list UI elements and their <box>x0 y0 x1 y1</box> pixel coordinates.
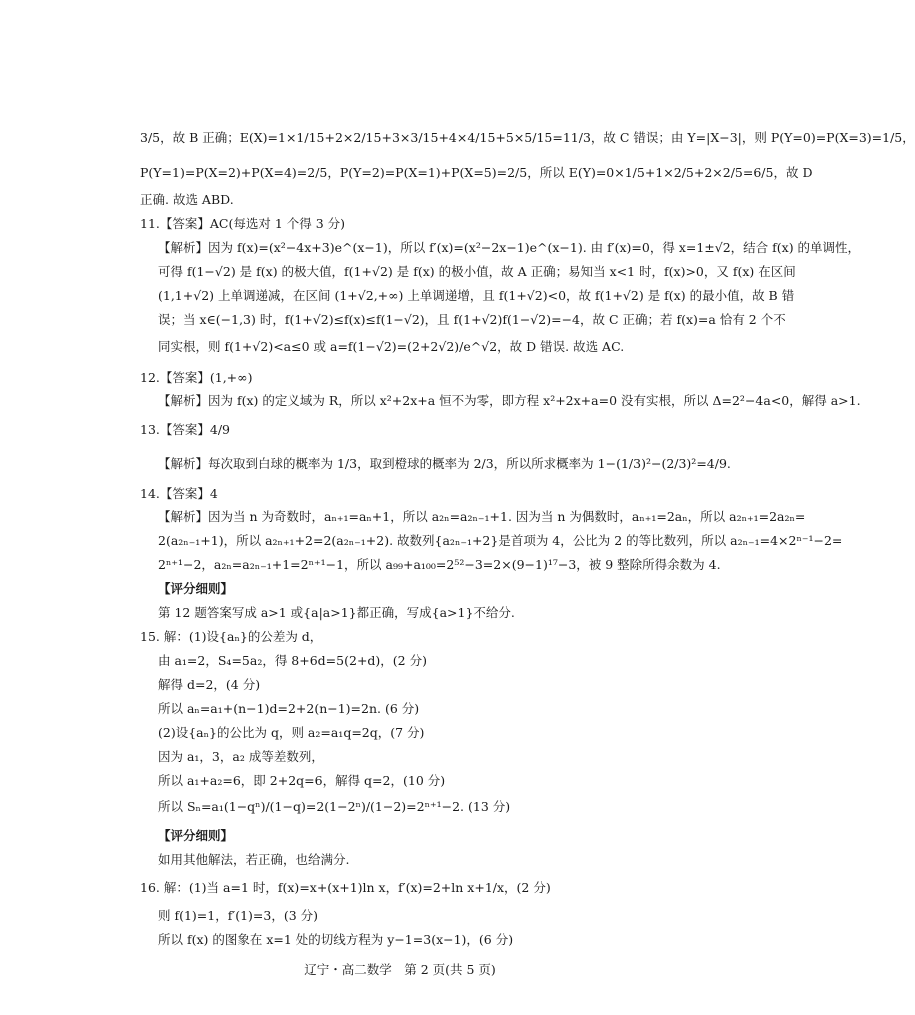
text-line: 所以 f(x) 的图象在 x=1 处的切线方程为 y−1=3(x−1)，(6 分) <box>158 932 514 947</box>
section-heading: 【评分细则】 <box>158 828 234 843</box>
text-line: P(Y=1)=P(X=2)+P(X=4)=2/5，P(Y=2)=P(X=1)+P(X=5)=2/5，所以 E(Y)=0×1/5+1×2/5+2×2/5=6/5，故 D <box>140 165 813 180</box>
text-line: 2(a₂ₙ₋₁+1)，所以 a₂ₙ₊₁+2=2(a₂ₙ₋₁+2). 故数列{a₂ₙ₋₁+2}是首项为 4，公比为 2 的等比数列，所以 a₂ₙ₋₁=4×2ⁿ⁻¹−2= <box>158 533 843 548</box>
text-line: 由 a₁=2，S₄=5a₂，得 8+6d=5(2+d)，(2 分) <box>158 653 427 668</box>
text-line: 14.【答案】4 <box>140 486 218 501</box>
text-line: 3/5，故 B 正确；E(X)=1×1/15+2×2/15+3×3/15+4×4/15+5×5/15=11/3，故 C 错误；由 Y=|X−3|，则 P(Y=0)=P(X=3)=1/5， <box>140 130 915 145</box>
text-line: 【解析】因为当 n 为奇数时，aₙ₊₁=aₙ+1，所以 a₂ₙ=a₂ₙ₋₁+1. 因为当 n 为偶数时，aₙ₊₁=2aₙ，所以 a₂ₙ₊₁=2a₂ₙ= <box>158 509 806 524</box>
text-line: 所以 a₁+a₂=6，即 2+2q=6，解得 q=2，(10 分) <box>158 773 446 788</box>
text-line: 11.【答案】AC(每选对 1 个得 3 分) <box>140 216 346 231</box>
text-line: 15. 解：(1)设{aₙ}的公差为 d， <box>140 629 323 644</box>
text-line: 可得 f(1−√2) 是 f(x) 的极大值，f(1+√2) 是 f(x) 的极小值，故 A 正确；易知当 x<1 时，f(x)>0，又 f(x) 在区间 <box>158 264 796 279</box>
text-line: 同实根，则 f(1+√2)<a≤0 或 a=f(1−√2)=(2+2√2)/e^√2，故 D 错误. 故选 AC. <box>158 339 625 354</box>
text-line: 因为 a₁，3，a₂ 成等差数列， <box>158 749 324 764</box>
text-line: 13.【答案】4/9 <box>140 422 230 437</box>
text-line: 12.【答案】(1,+∞) <box>140 370 253 385</box>
text-line: 所以 Sₙ=a₁(1−qⁿ)/(1−q)=2(1−2ⁿ)/(1−2)=2ⁿ⁺¹−2. (13 分) <box>158 799 511 814</box>
text-line: 16. 解：(1)当 a=1 时，f(x)=x+(x+1)ln x，f′(x)=2+ln x+1/x，(2 分) <box>140 880 551 895</box>
text-line: 【解析】因为 f(x) 的定义域为 R，所以 x²+2x+a 恒不为零，即方程 x²+2x+a=0 没有实根，所以 Δ=2²−4a<0，解得 a>1. <box>158 393 861 408</box>
text-line: 如用其他解法，若正确，也给满分. <box>158 852 350 867</box>
text-line: 正确. 故选 ABD. <box>140 192 234 207</box>
text-line: 所以 aₙ=a₁+(n−1)d=2+2(n−1)=2n. (6 分) <box>158 701 420 716</box>
text-line: (2)设{aₙ}的公比为 q，则 a₂=a₁q=2q，(7 分) <box>158 725 425 740</box>
text-line: 【解析】每次取到白球的概率为 1/3，取到橙球的概率为 2/3，所以所求概率为 1−(1/3)²−(2/3)²=4/9. <box>158 456 731 471</box>
text-line: 解得 d=2，(4 分) <box>158 677 261 692</box>
text-line: 【解析】因为 f(x)=(x²−4x+3)e^(x−1)，所以 f′(x)=(x²−2x−1)e^(x−1). 由 f′(x)=0，得 x=1±√2，结合 f(x) 的单调性， <box>158 240 861 255</box>
text-line: 则 f(1)=1，f′(1)=3，(3 分) <box>158 908 319 923</box>
text-line: 误；当 x∈(−1,3) 时，f(1+√2)≤f(x)≤f(1−√2)，且 f(1+√2)f(1−√2)=−4，故 C 正确；若 f(x)=a 恰有 2 个不 <box>158 312 786 327</box>
text-line: 第 12 题答案写成 a>1 或{a|a>1}都正确，写成{a>1}不给分. <box>158 605 515 620</box>
text-line: 2ⁿ⁺¹−2，a₂ₙ=a₂ₙ₋₁+1=2ⁿ⁺¹−1，所以 a₉₉+a₁₀₀=2⁵²−3=2×(9−1)¹⁷−3，被 9 整除所得余数为 4. <box>158 557 721 572</box>
section-heading: 【评分细则】 <box>158 581 234 596</box>
page-footer: 辽宁・高二数学 第 2 页(共 5 页) <box>304 962 496 977</box>
text-line: (1,1+√2) 上单调递减，在区间 (1+√2,+∞) 上单调递增，且 f(1+√2)<0，故 f(1+√2) 是 f(x) 的最小值，故 B 错 <box>158 288 795 303</box>
